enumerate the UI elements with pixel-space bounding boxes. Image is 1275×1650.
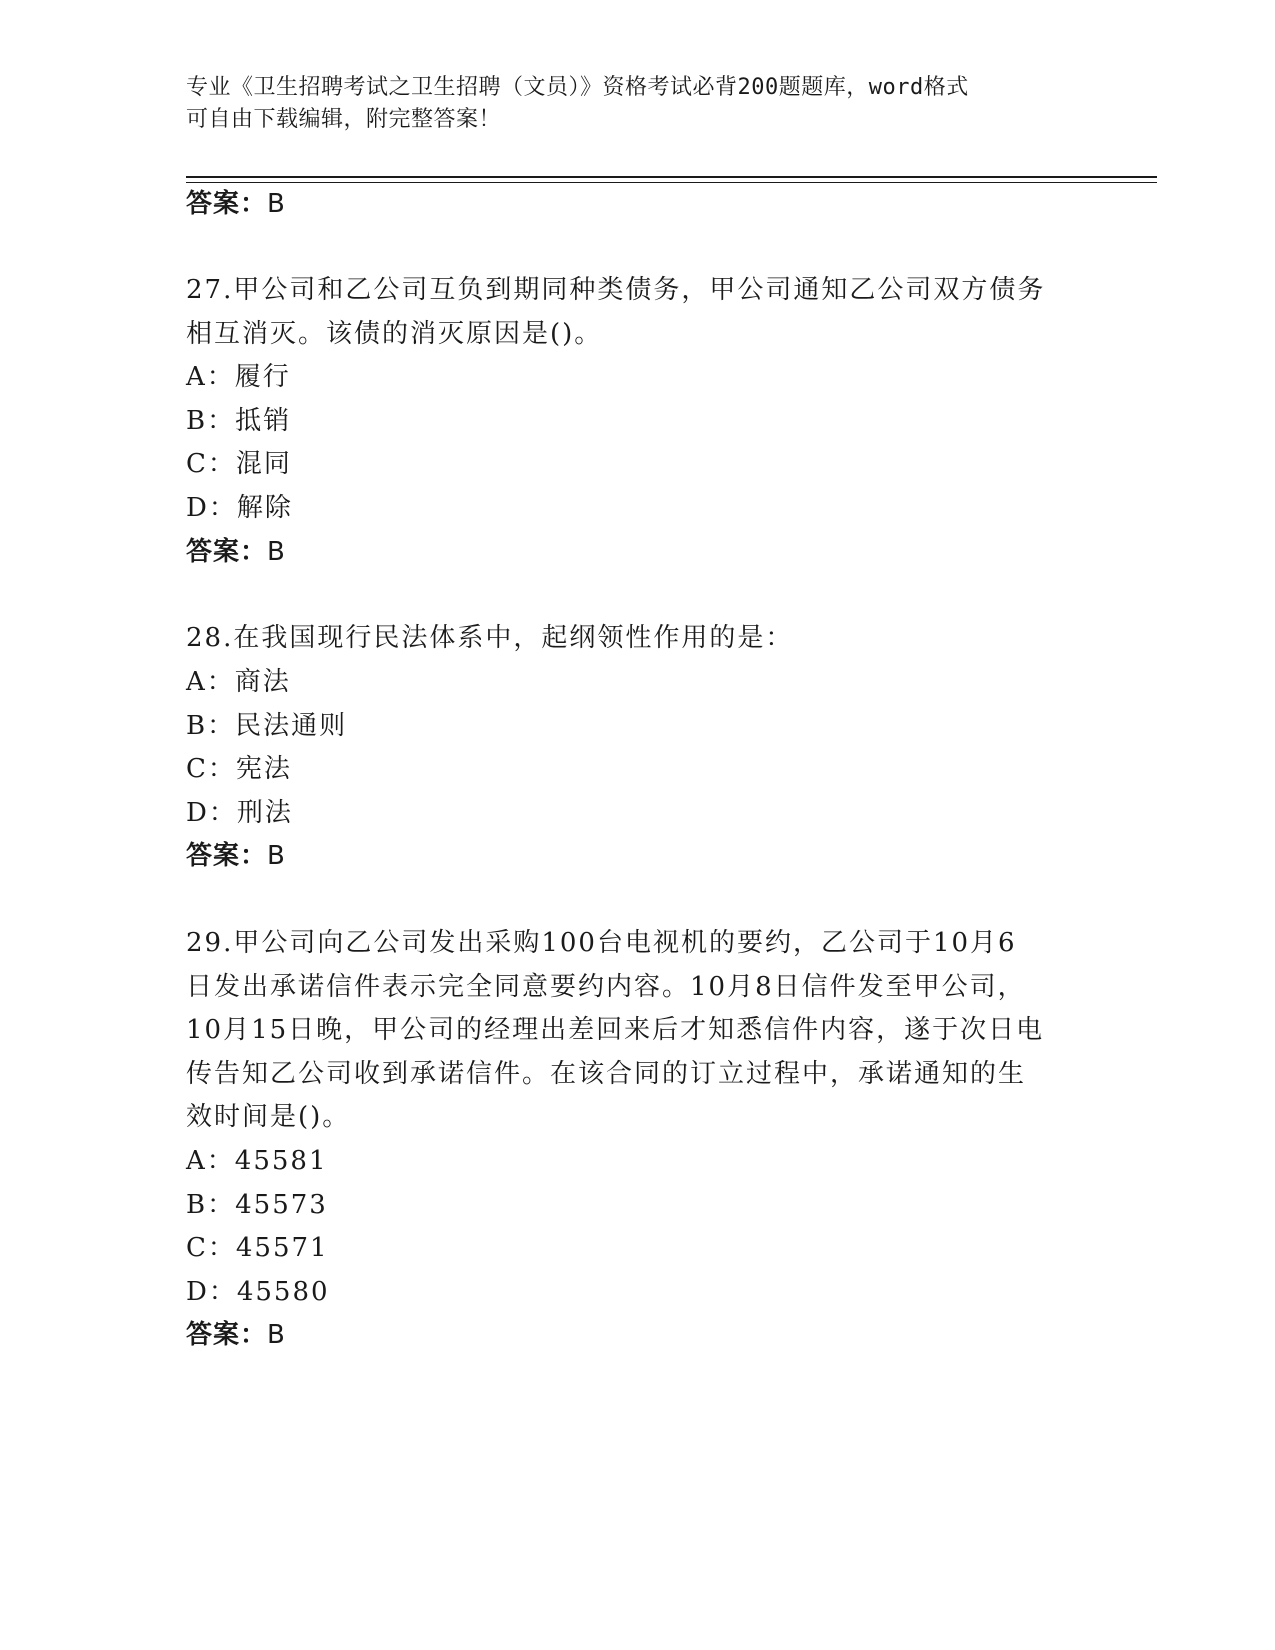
question-28-option-d: D：刑法: [186, 798, 293, 828]
question-27-answer: [186, 536, 286, 568]
question-29-stem-line-5: 效时间是()。: [186, 1102, 351, 1132]
answer-value: B: [267, 189, 286, 219]
answer-value: B: [267, 1320, 286, 1350]
question-27-stem-line-2: 相互消灭。该债的消灭原因是()。: [186, 319, 603, 349]
question-28-stem-line-1: 28.在我国现行民法体系中，起纲领性作用的是：: [186, 623, 794, 653]
answer-label: 答案：: [186, 537, 268, 567]
question-28-option-a: A：商法: [186, 667, 291, 697]
answer-value: B: [267, 537, 286, 567]
header-line-2: 可自由下载编辑，附完整答案！: [186, 107, 502, 132]
question-29-stem-line-1: 29.甲公司向乙公司发出采购100台电视机的要约，乙公司于10月6: [186, 928, 1017, 958]
question-27-option-c: C：混同: [186, 449, 292, 479]
question-28-option-c: C：宪法: [186, 754, 292, 784]
header-rule-thin: [186, 182, 1157, 183]
question-28-answer: [186, 840, 286, 872]
question-29-stem-line-4: 传告知乙公司收到承诺信件。在该合同的订立过程中，承诺通知的生: [186, 1059, 1027, 1089]
question-27-option-a: A：履行: [186, 362, 291, 392]
question-27-option-d: D：解除: [186, 493, 293, 523]
question-29-stem-line-3: 10月15日晚，甲公司的经理出差回来后才知悉信件内容，遂于次日电: [186, 1015, 1045, 1045]
question-29-option-b: B：45573: [186, 1190, 328, 1220]
header-line-1: 专业《卫生招聘考试之卫生招聘（文员）》资格考试必背200题题库，word格式: [186, 75, 969, 100]
answer-label: 答案：: [186, 1320, 268, 1350]
question-29-option-a: A：45581: [186, 1146, 328, 1176]
header-rule-thick: [186, 176, 1157, 178]
document-header: [186, 72, 1086, 136]
answer-value: B: [267, 841, 286, 871]
question-29-answer: [186, 1319, 286, 1351]
question-27-stem-line-1: 27.甲公司和乙公司互负到期同种类债务，甲公司通知乙公司双方债务: [186, 275, 1046, 305]
answer-label: 答案：: [186, 841, 268, 871]
answer-label: 答案：: [186, 189, 268, 219]
question-29-option-c: C：45571: [186, 1233, 329, 1263]
question-29-option-d: D：45580: [186, 1277, 330, 1307]
question-29-stem-line-2: 日发出承诺信件表示完全同意要约内容。10月8日信件发至甲公司，: [186, 972, 1026, 1002]
question-28-option-b: B：民法通则: [186, 711, 348, 741]
answer-line-prev: [186, 188, 286, 220]
question-27-option-b: B：抵销: [186, 406, 292, 436]
